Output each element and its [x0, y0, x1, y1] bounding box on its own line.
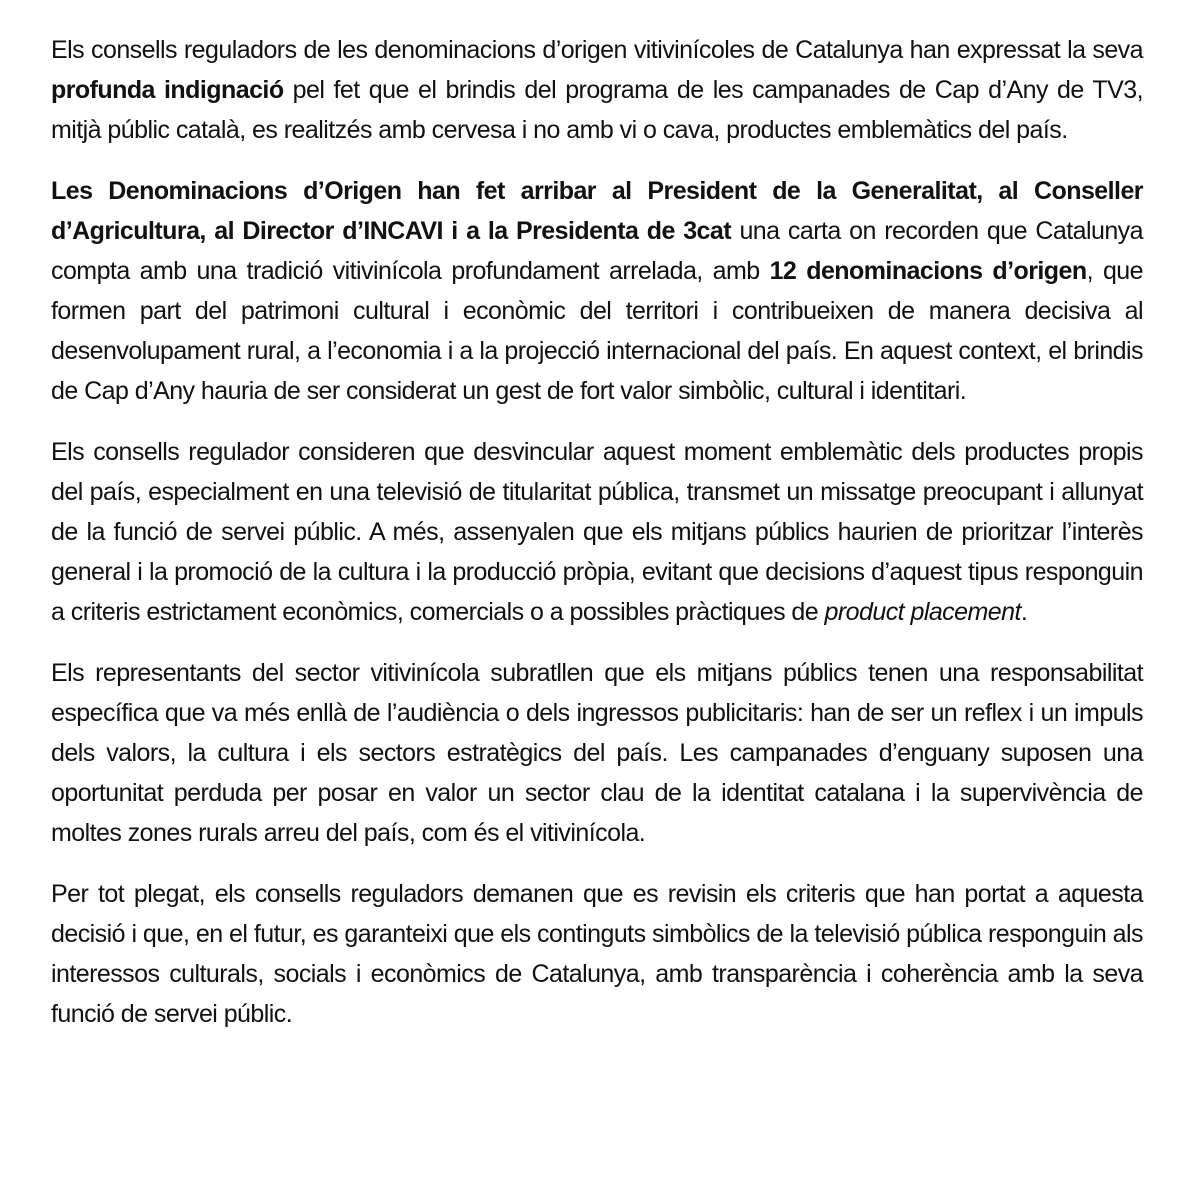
paragraph-2-text-2: , que formen part del patrimoni cultural i econòmic del territori i contribueixen de manera decisiva al desenvolupament rural, a l’economia i a la projecció internacional del país. En aquest context, el brindis de Cap d’Any hauria de ser considerat un gest de fort valor simbòlic, cultural i identitari. — [51, 257, 1144, 405]
paragraph-2 — [51, 171, 1143, 411]
paragraph-2-bold-2: 12 denominacions d’origen — [769, 257, 1087, 285]
paragraph-1-bold-1: profunda indignació — [51, 76, 284, 104]
paragraph-3 — [51, 432, 1143, 632]
paragraph-3-italic-1: product placement — [824, 598, 1021, 626]
paragraph-4-text-1: Els representants del sector vitivinícola subratllen que els mitjans públics tenen una responsabilitat específica que va més enllà de l’audiència o dels ingressos publicitaris: han de ser un reflex i un impuls dels valors, la cultura i els sectors estratègics del país. Les campanades d’enguany suposen una oportunitat perduda per posar en valor un sector clau de la identitat catalana i la supervivència de moltes zones rurals arreu del país, com és el vitivinícola. — [51, 659, 1143, 847]
paragraph-4 — [51, 653, 1143, 853]
paragraph-3-text-2: . — [1020, 598, 1028, 626]
paragraph-2-text-1: una carta on recorden que Catalunya compta amb una tradició vitivinícola profundament arrelada, amb — [51, 217, 1143, 285]
paragraph-1-text-1: Els consells reguladors de les denominacions d’origen vitivinícoles de Catalunya han expressat la seva — [51, 36, 1143, 64]
paragraph-1 — [51, 30, 1143, 150]
paragraph-3-text-1: Els consells regulador consideren que desvincular aquest moment emblemàtic dels productes propis del país, especialment en una televisió de titularitat pública, transmet un missatge preocupant i allunyat de la funció de servei públic. A més, assenyalen que els mitjans públics haurien de prioritzar l’interès general i la promoció de la cultura i la producció pròpia, evitant que decisions d’aquest tipus responguin a criteris estrictament econòmics, comercials o a possibles pràctiques de — [51, 438, 1143, 626]
document-body — [51, 30, 1143, 1055]
paragraph-2-bold-1: Les Denominacions d’Origen han fet arribar al President de la Generalitat, al Conseller d’Agricultura, al Director d’INCAVI i a la Presidenta de 3cat — [51, 177, 1143, 245]
paragraph-5-text-1: Per tot plegat, els consells reguladors demanen que es revisin els criteris que han portat a aquesta decisió i que, en el futur, es garanteixi que els continguts simbòlics de la televisió pública responguin als interessos culturals, socials i econòmics de Catalunya, amb transparència i coherència amb la seva funció de servei públic. — [51, 880, 1143, 1028]
paragraph-5 — [51, 874, 1143, 1034]
paragraph-1-text-2: pel fet que el brindis del programa de les campanades de Cap d’Any de TV3, mitjà públic català, es realitzés amb cervesa i no amb vi o cava, productes emblemàtics del país. — [51, 76, 1144, 144]
